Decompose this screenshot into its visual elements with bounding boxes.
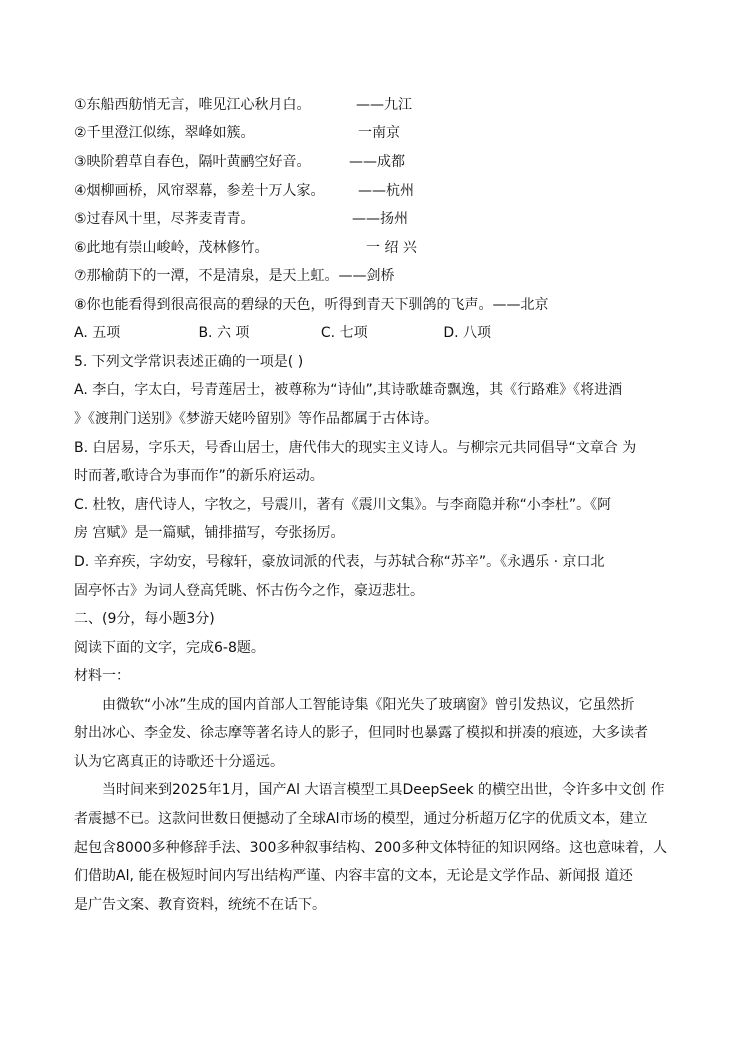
material-label: 材料一： [74,668,130,684]
poem-line [74,96,684,114]
section-heading: 二、(9分，每小题3分) [74,611,215,627]
option-d: D. 八项 [443,325,492,341]
poem-city: 一南京 [358,125,400,141]
paragraph-2-line: 者震撼不已。这款问世数日便撼动了全球Al市场的模型，通过分析超万亿字的优质文本，建立 [74,811,648,827]
paragraph-2-line: 们借助Al, 能在极短时间内写出结构严谨、内容丰富的文本，无论是文学作品、新闻报 道还 [74,868,633,884]
poem-text: ⑧你也能看得到很高很高的碧绿的天色，听得到青天下驯鸽的飞声。——北京 [74,297,549,313]
paragraph-2-line: 当时间来到2025年1月，国产Al 大语言模型工具DeepSeek 的横空出世，令许多中文创 作 [102,782,665,798]
poem-line [74,239,684,257]
poem-line [74,267,684,285]
paragraph-1-line: 由微软“小冰”生成的国内首部人工智能诗集《阳光失了玻璃窗》曾引发热议，它虽然折 [102,697,635,713]
paragraph-1-line: 认为它离真正的诗歌还十分遥远。 [74,754,284,770]
paragraph-1-line: 射出冰心、李金发、徐志摩等著名诗人的影子，但同时也暴露了模拟和拼凑的痕迹，大多读者 [74,725,648,741]
option-c: C. 七项 [320,325,368,341]
poem-city: ——九江 [356,97,412,113]
poem-city: ——成都 [349,154,405,170]
option-b: B. 六 项 [198,325,250,341]
poem-text: ⑥此地有崇山峻岭，茂林修竹。 [74,240,269,256]
poem-line [74,182,684,200]
poem-text: ⑦那榆荫下的一潭，不是清泉，是天上虹。——剑桥 [74,268,395,284]
q5-option-d-line2: 固亭怀古》为词人登高凭眺、怀古伤今之作，豪迈悲壮。 [74,583,424,599]
poem-text: ④烟柳画桥，风帘翠幕，参差十万人家。 [74,183,325,199]
question-5-stem: 5. 下列文学常识表述正确的一项是( ) [74,354,304,370]
poem-line [74,124,684,142]
option-a: A. 五项 [74,325,121,341]
poem-line [74,296,684,314]
q5-option-b-line2: 时而著,歌诗合为事而作”的新乐府运动。 [74,468,324,484]
q5-option-a-line1: A. 李白，字太白，号青莲居士，被尊称为“诗仙”,其诗歌雄奇飘逸，其《行路难》《将进酒 [74,382,623,398]
poem-text: ①东船西舫悄无言，唯见江心秋月白。 [74,97,311,113]
poem-city: ——杭州 [358,183,414,199]
q5-option-a-line2: 》《渡荆门送别》《梦游天姥吟留别》等作品都属于古体诗。 [74,411,438,427]
paragraph-2-line: 起包含8000多种修辞手法、300多种叙事结构、200多种文体特征的知识网络。这也意味着，人 [74,840,668,856]
q5-option-c-line1: C. 杜牧，唐代诗人，字牧之，号震川，著有《震川文集》。与李商隐并称“小李杜”。《阿 [74,497,612,513]
q5-option-c-line2: 房 宫赋》是一篇赋，铺排描写，夸张扬厉。 [74,525,345,541]
poem-city: 一 绍 兴 [366,240,417,256]
reading-instruction: 阅读下面的文字，完成6-8题。 [74,640,265,656]
paragraph-2-line: 是广告文案、教育资料，统统不在话下。 [74,897,326,913]
poem-text: ③映阶碧草自春色，隔叶黄鹂空好音。 [74,154,311,170]
poem-city: ——扬州 [352,211,408,227]
poem-line [74,153,684,171]
q5-option-b-line1: B. 白居易，字乐天，号香山居士，唐代伟大的现实主义诗人。与柳宗元共同倡导“文章合 为 [74,440,637,456]
poem-text: ②千里澄江似练，翠峰如簇。 [74,125,255,141]
poem-text: ⑤过春风十里，尽荠麦青青。 [74,211,255,227]
poem-line [74,210,684,228]
q5-option-d-line1: D. 辛弃疾，字幼安，号稼轩，豪放词派的代表，与苏轼合称“苏辛”。《永遇乐 · 京口北 [74,554,605,570]
q4-options [74,324,684,342]
